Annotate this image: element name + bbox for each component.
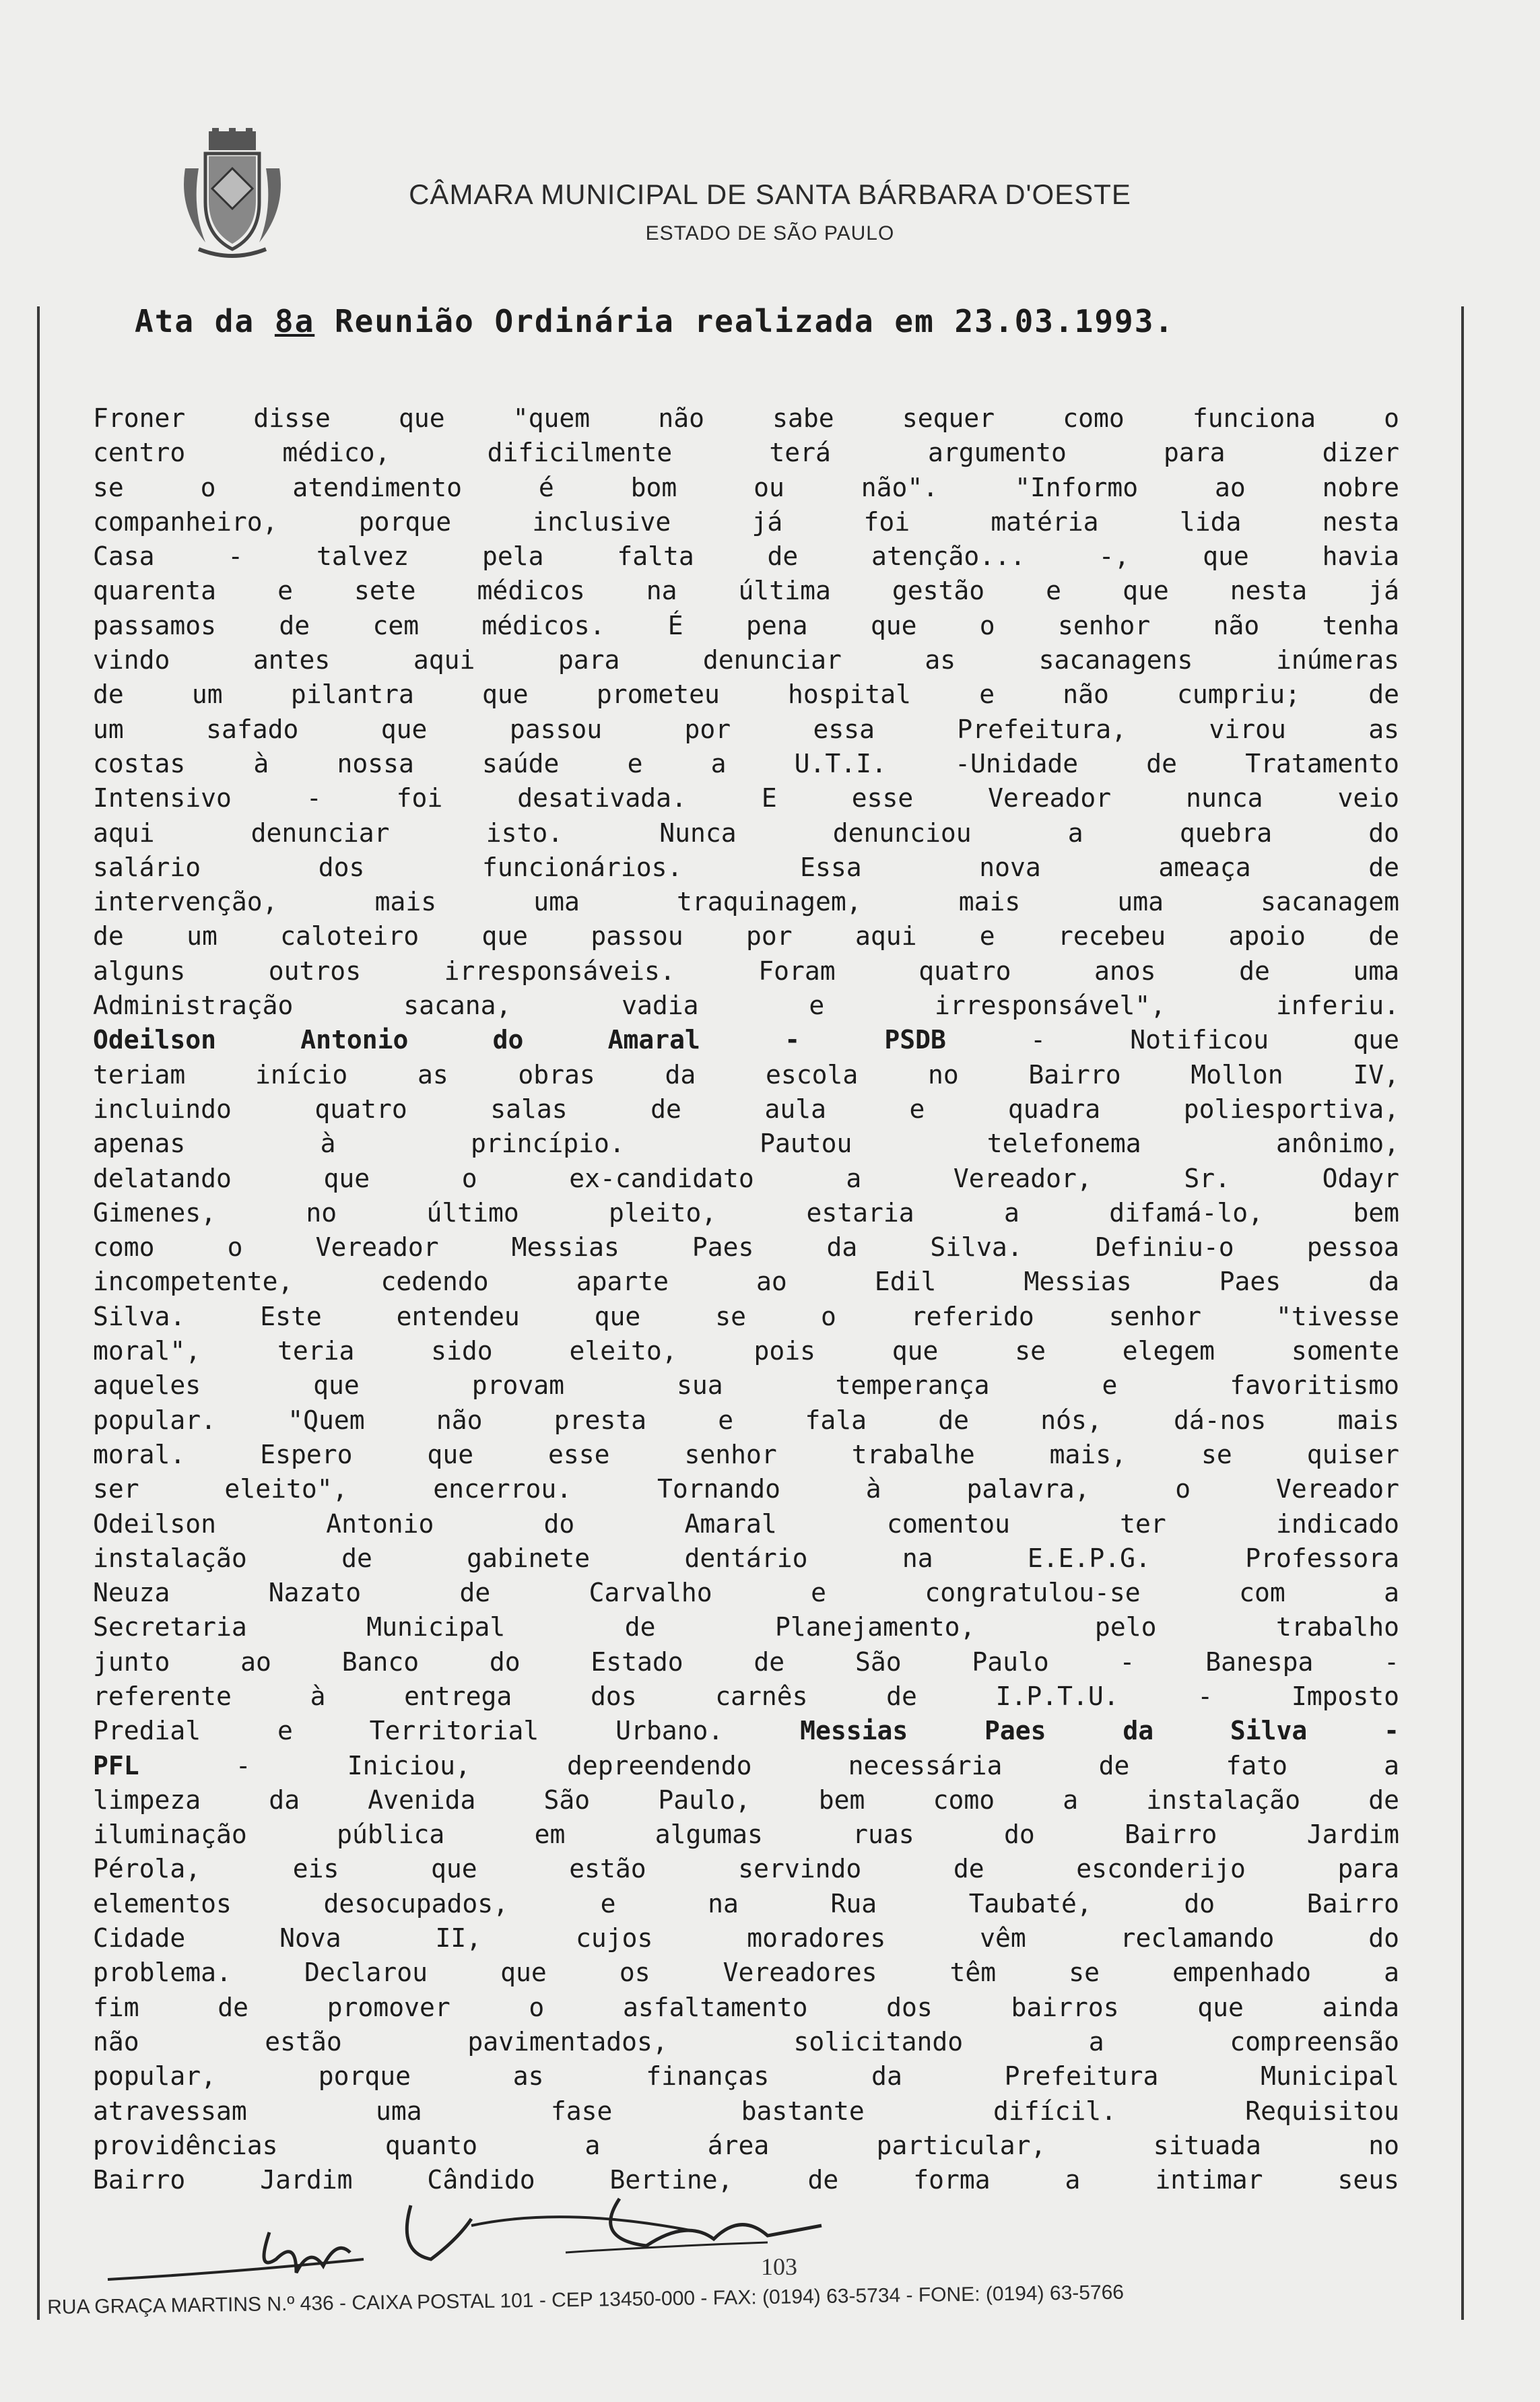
text-line [93, 2025, 1399, 2059]
text-line [93, 574, 1399, 608]
signature-icon [94, 2178, 902, 2300]
text-line [93, 2129, 1399, 2163]
text-line [93, 1749, 1399, 1783]
footer-address: RUA GRAÇA MARTINS N.º 436 - CAIXA POSTAL 101 - CEP 13450-000 - FAX: (0194) 63-5734 - FONE: (0194) 63-5766 [47, 2281, 1125, 2318]
text-line [93, 436, 1399, 470]
text-segment: - Notificou que [945, 1025, 1399, 1055]
speaker-name: Messias Paes da Silva - [800, 1716, 1399, 1746]
text-segment: Intensivo - foi desativada. E esse Vereador nunca veio [93, 783, 1399, 813]
text-segment: costas à nossa saúde e a U.T.I. -Unidade de Tratamento [93, 748, 1399, 778]
text-line [93, 989, 1399, 1023]
text-segment: Cidade Nova II, cujos moradores vêm reclamando do [93, 1923, 1399, 1954]
text-line [93, 954, 1399, 989]
text-line [93, 1956, 1399, 1990]
text-line [93, 1092, 1399, 1127]
text-line [93, 1023, 1399, 1057]
text-segment: limpeza da Avenida São Paulo, bem como a instalação de [93, 1784, 1399, 1815]
right-margin-line [1461, 306, 1464, 2320]
page-number: 103 [761, 2253, 797, 2280]
text-line [93, 1783, 1399, 1817]
text-segment: Administração sacana, vadia e irresponsável", inferiu. [93, 991, 1399, 1021]
text-line [93, 747, 1399, 781]
text-line [93, 1714, 1399, 1748]
text-line [93, 850, 1399, 885]
text-line [93, 1368, 1399, 1403]
text-segment: Pérola, eis que estão servindo de esconderijo para [93, 1854, 1399, 1884]
text-segment: moral", teria sido eleito, pois que se elegem somente [93, 1336, 1399, 1366]
text-segment: Silva. Este entendeu que se o referido senhor "tivesse [93, 1301, 1399, 1331]
speaker-name: Odeilson Antonio do Amaral - PSDB [93, 1025, 946, 1055]
text-line [93, 919, 1399, 954]
text-line [93, 1991, 1399, 2025]
text-segment: Neuza Nazato de Carvalho e congratulou-se com a [93, 1578, 1399, 1608]
text-segment: Predial e Territorial Urbano. [93, 1716, 801, 1746]
text-segment: providências quanto a área particular, situada no [93, 2130, 1399, 2160]
text-segment: elementos desocupados, e na Rua Taubaté, do Bairro [93, 1888, 1399, 1919]
text-segment: Bairro Jardim Cândido Bertine, de forma a intimar seus [93, 2165, 1399, 2195]
text-segment: salário dos funcionários. Essa nova ameaça de [93, 852, 1399, 882]
text-line [93, 401, 1399, 436]
text-segment: de um pilantra que prometeu hospital e não cumpriu; de [93, 679, 1399, 710]
text-segment: aqueles que provam sua temperança e favoritismo [93, 1370, 1399, 1401]
minutes-body [93, 401, 1399, 2197]
institution-name: CÂMARA MUNICIPAL DE SANTA BÁRBARA D'OESTE [409, 178, 1131, 210]
text-segment: Froner disse que "quem não sabe sequer como funciona o [93, 403, 1399, 433]
text-segment: junto ao Banco do Estado de São Paulo - Banespa - [93, 1646, 1399, 1677]
text-line [93, 712, 1399, 747]
speaker-name: PFL [93, 1750, 139, 1780]
text-line [93, 1127, 1399, 1161]
text-line [93, 1887, 1399, 1921]
text-segment: Gimenes, no último pleito, estaria a difamá-lo, bem [93, 1197, 1399, 1228]
text-line [93, 1541, 1399, 1576]
title-prefix: Ata da [135, 303, 275, 339]
text-line [93, 1230, 1399, 1265]
text-line [93, 1162, 1399, 1196]
text-segment: teriam início as obras da escola no Bairro Mollon IV, [93, 1059, 1399, 1090]
text-line [93, 1334, 1399, 1368]
text-segment: instalação de gabinete dentário na E.E.P.G. Professora [93, 1543, 1399, 1573]
text-segment: iluminação pública em algumas ruas do Bairro Jardim [93, 1820, 1399, 1850]
text-line [93, 539, 1399, 574]
text-segment: quarenta e sete médicos na última gestão e que nesta já [93, 576, 1399, 606]
text-line [93, 1921, 1399, 1956]
text-line [93, 1610, 1399, 1644]
text-line [93, 1852, 1399, 1886]
text-line [93, 677, 1399, 712]
text-line [93, 1438, 1399, 1472]
text-line [93, 1472, 1399, 1506]
text-line [93, 1058, 1399, 1092]
state-name: ESTADO DE SÃO PAULO [645, 222, 895, 244]
text-segment: não estão pavimentados, solicitando a compreensão [93, 2026, 1399, 2057]
text-segment: - Iniciou, depreendendo necessária de fato a [139, 1750, 1399, 1780]
text-segment: incluindo quatro salas de aula e quadra poliesportiva, [93, 1094, 1399, 1124]
text-line [93, 885, 1399, 919]
text-segment: alguns outros irresponsáveis. Foram quatro anos de uma [93, 956, 1399, 986]
text-segment: popular, porque as finanças da Prefeitura Municipal [93, 2061, 1399, 2092]
text-segment: referente à entrega dos carnês de I.P.T.U. - Imposto [93, 1681, 1399, 1711]
text-line [93, 471, 1399, 505]
text-line [93, 643, 1399, 677]
text-segment: popular. "Quem não presta e fala de nós, dá-nos mais [93, 1405, 1399, 1435]
text-segment: moral. Espero que esse senhor trabalhe mais, se quiser [93, 1439, 1399, 1469]
text-line [93, 1196, 1399, 1230]
text-line [93, 2059, 1399, 2094]
left-margin-line [37, 306, 40, 2320]
text-segment: apenas à princípio. Pautou telefonema anônimo, [93, 1129, 1399, 1159]
text-line [93, 1300, 1399, 1334]
text-segment: intervenção, mais uma traquinagem, mais uma sacanagem [93, 887, 1399, 917]
text-line [93, 1576, 1399, 1610]
text-line [93, 609, 1399, 643]
text-segment: Odeilson Antonio do Amaral comentou ter indicado [93, 1508, 1399, 1539]
text-line [93, 1403, 1399, 1438]
text-segment: delatando que o ex-candidato a Vereador, Sr. Odayr [93, 1163, 1399, 1193]
text-segment: um safado que passou por essa Prefeitura, virou as [93, 714, 1399, 744]
text-line [93, 1507, 1399, 1541]
text-segment: problema. Declarou que os Vereadores têm se empenhado a [93, 1958, 1399, 1988]
text-line [93, 816, 1399, 850]
text-segment: fim de promover o asfaltamento dos bairros que ainda [93, 1992, 1399, 2022]
text-segment: companheiro, porque inclusive já foi matéria lida nesta [93, 506, 1399, 537]
text-segment: aqui denunciar isto. Nunca denunciou a quebra do [93, 818, 1399, 848]
text-segment: incompetente, cedendo aparte ao Edil Messias Paes da [93, 1267, 1399, 1297]
document-title [135, 303, 1414, 339]
text-segment: de um caloteiro que passou por aqui e recebeu apoio de [93, 921, 1399, 952]
text-segment: centro médico, dificilmente terá argumento para dizer [93, 438, 1399, 468]
title-suffix: Reunião Ordinária realizada em 23.03.1993. [314, 303, 1175, 339]
text-segment: atravessam uma fase bastante difícil. Requisitou [93, 2096, 1399, 2126]
text-line [93, 2094, 1399, 2129]
text-line [93, 1817, 1399, 1852]
text-segment: passamos de cem médicos. É pena que o senhor não tenha [93, 610, 1399, 640]
text-segment: vindo antes aqui para denunciar as sacanagens inúmeras [93, 645, 1399, 675]
text-line [93, 781, 1399, 815]
text-line [93, 1265, 1399, 1299]
text-segment: se o atendimento é bom ou não". "Informo ao nobre [93, 472, 1399, 502]
text-line [93, 505, 1399, 539]
text-line [93, 1645, 1399, 1679]
text-segment: ser eleito", encerrou. Tornando à palavra, o Vereador [93, 1474, 1399, 1504]
text-segment: Secretaria Municipal de Planejamento, pelo trabalho [93, 1612, 1399, 1642]
title-ordinal: 8a [274, 303, 315, 339]
text-segment: como o Vereador Messias Paes da Silva. Definiu-o pessoa [93, 1232, 1399, 1263]
text-line [93, 1679, 1399, 1714]
text-segment: Casa - talvez pela falta de atenção... -, que havia [93, 541, 1399, 572]
